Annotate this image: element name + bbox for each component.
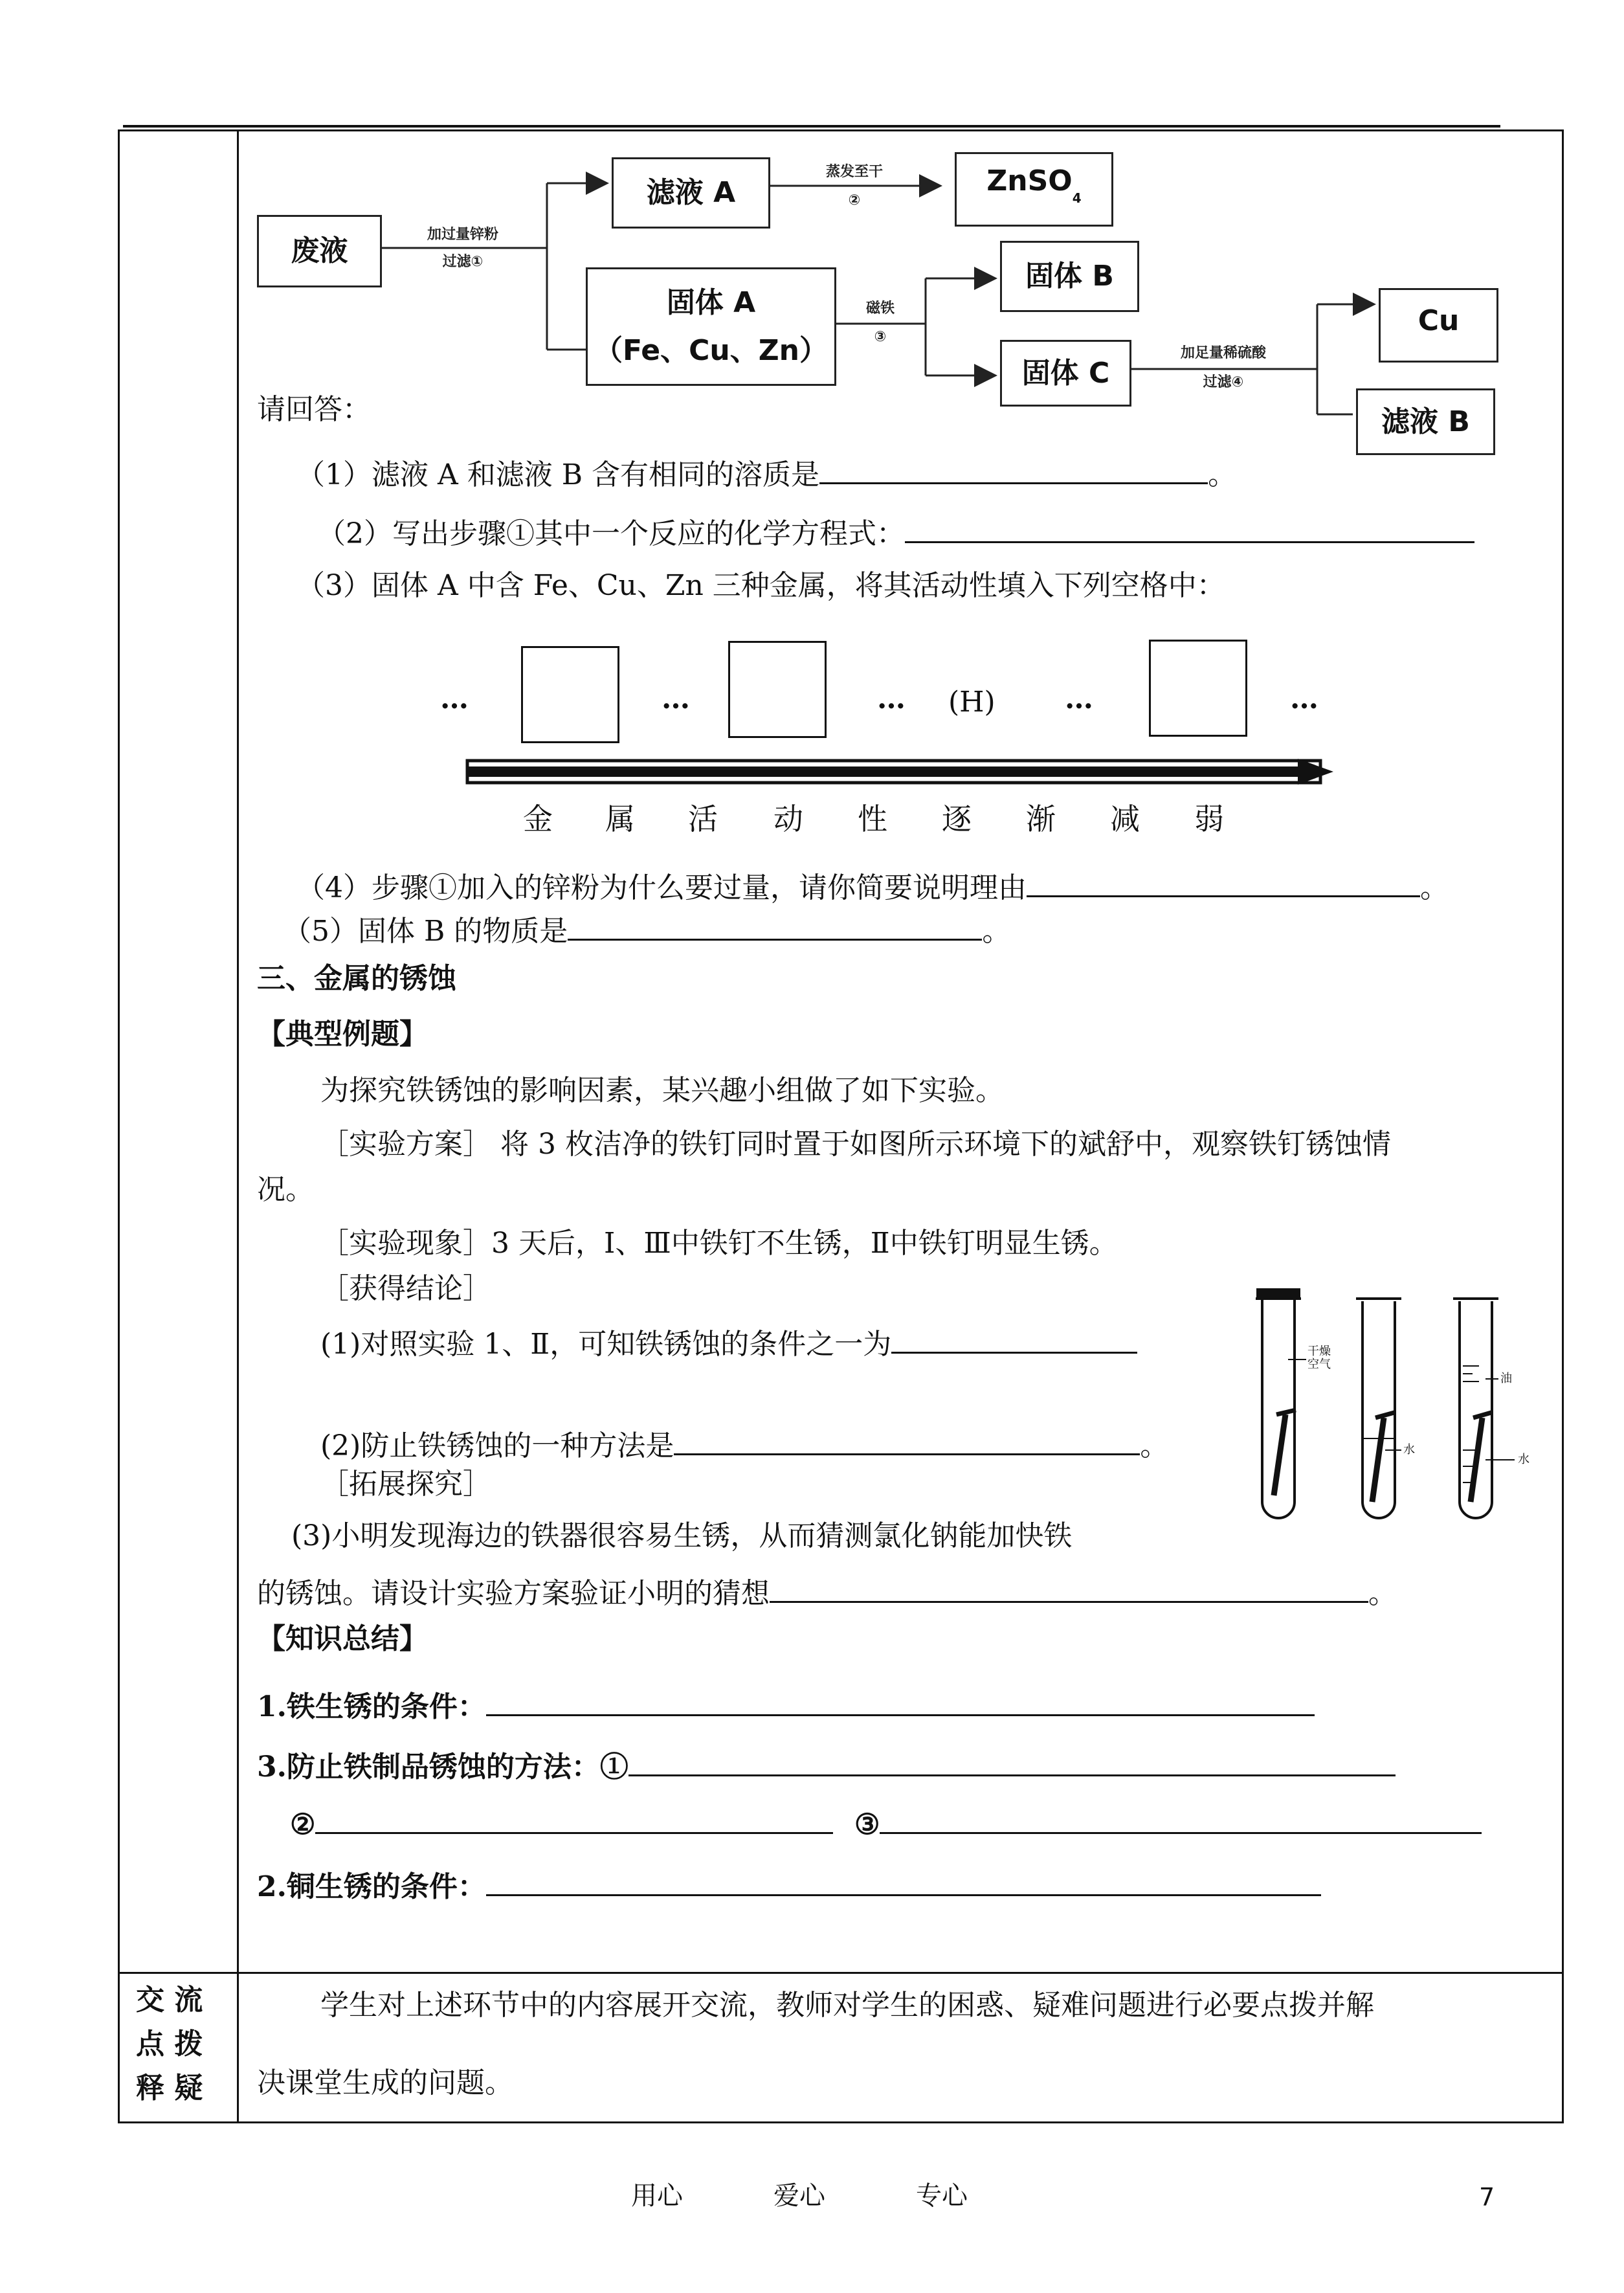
scale-dots-1: … xyxy=(440,682,469,715)
scale-caption-char: 活 xyxy=(688,801,718,836)
step3-label-bottom: ③ xyxy=(874,329,887,345)
conclusion-2: (2)防止铁锈蚀的一种方法是 。 xyxy=(320,1422,1168,1464)
scale-blank-2[interactable] xyxy=(728,641,827,738)
answer-blank-s1[interactable] xyxy=(486,1683,1315,1716)
scale-caption-char: 逐 xyxy=(942,801,972,836)
test-tubes-illustration xyxy=(1243,1288,1528,1534)
summary-item-3-cont: ③ xyxy=(854,1801,1482,1843)
solid-a-title: 固体 A xyxy=(666,285,756,319)
scale-caption-char: 性 xyxy=(858,801,887,836)
answer-blank-c2[interactable] xyxy=(674,1422,1140,1455)
waste-box: 废液 xyxy=(257,215,382,287)
conclusion-heading: ［获得结论］ xyxy=(320,1272,491,1305)
tube-label-water: 水 xyxy=(1403,1443,1415,1457)
row-label: 交 流 xyxy=(136,1984,203,2017)
exchange-text-cont: 决课堂生成的问题。 xyxy=(257,2066,513,2099)
scale-caption-char: 属 xyxy=(605,801,635,836)
answer-blank-5[interactable] xyxy=(568,908,982,941)
section-heading: 三、金属的锈蚀 xyxy=(257,962,456,995)
question-2: （2）写出步骤①其中一个反应的化学方程式： xyxy=(317,510,1474,552)
table-row-divider xyxy=(118,1972,1564,1974)
scale-dots-5: … xyxy=(1290,682,1318,715)
scale-dots-2: … xyxy=(662,682,690,715)
activity-arrow xyxy=(463,751,1343,796)
filtrate-b-box: 滤液 B xyxy=(1356,388,1495,455)
tube-label-water: 水 xyxy=(1518,1453,1529,1466)
experiment-phenomenon: ［实验现象］3 天后，Ⅰ、Ⅲ中铁钉不生锈，Ⅱ中铁钉明显生锈。 xyxy=(320,1227,1118,1260)
cu-box: Cu xyxy=(1379,288,1498,363)
scale-dots-3: … xyxy=(877,682,906,715)
scale-dots-4: … xyxy=(1065,682,1093,715)
tube-label-air: 空气 xyxy=(1307,1358,1331,1371)
row-label: 点 拨 xyxy=(136,2028,203,2061)
scale-caption-char: 弱 xyxy=(1194,801,1224,836)
summary-item-3-cont: ② xyxy=(290,1801,833,1843)
scale-caption-char: 减 xyxy=(1110,801,1140,836)
conclusion-3-cont: 的锈蚀。请设计实验方案验证小明的猜想 。 xyxy=(257,1570,1397,1612)
step4-label-top: 加足量稀硫酸 xyxy=(1180,345,1266,361)
answer-blank-s2[interactable] xyxy=(486,1863,1321,1896)
scale-caption-char: 金 xyxy=(523,801,553,836)
filtrate-a-box: 滤液 A xyxy=(612,157,770,229)
footer-motto: 用心 爱心 专心 xyxy=(631,2181,968,2211)
tube-label-oil: 油 xyxy=(1500,1372,1512,1385)
scale-blank-3[interactable] xyxy=(1149,640,1247,737)
solid-b-box: 固体 B xyxy=(1000,241,1139,312)
znso4-subscript: 4 xyxy=(1072,190,1082,206)
answer-blank-1[interactable] xyxy=(819,451,1208,484)
solid-a-box xyxy=(586,267,836,386)
step1-label-top: 加过量锌粉 xyxy=(427,227,498,243)
extension-heading: ［拓展探究］ xyxy=(320,1468,491,1501)
experiment-plan-cont: 况。 xyxy=(257,1173,314,1206)
answer-blank-c3[interactable] xyxy=(770,1570,1368,1603)
answer-blank-c1[interactable] xyxy=(891,1321,1137,1354)
step1-label-bottom: 过滤① xyxy=(442,254,484,270)
experiment-intro: 为探究铁锈蚀的影响因素，某兴趣小组做了如下实验。 xyxy=(320,1074,1004,1107)
summary-heading: 【知识总结】 xyxy=(257,1622,428,1655)
summary-item-3: 3.防止铁制品锈蚀的方法：① xyxy=(257,1743,1396,1785)
question-4: （4）步骤①加入的锌粉为什么要过量，请你简要说明理由 。 xyxy=(296,864,1449,906)
answer-blank-2[interactable] xyxy=(905,510,1474,543)
conclusion-3: (3)小明发现海边的铁器很容易生锈，从而猜测氯化钠能加快铁 xyxy=(291,1519,1073,1552)
answer-blank-s3-1[interactable] xyxy=(628,1743,1396,1776)
row-label: 释 疑 xyxy=(136,2072,203,2105)
answer-blank-s3-3[interactable] xyxy=(880,1801,1482,1834)
example-heading: 【典型例题】 xyxy=(257,1018,428,1051)
scale-caption-char: 渐 xyxy=(1026,801,1056,836)
scale-blank-1[interactable] xyxy=(521,646,619,743)
solid-a-content: （Fe、Cu、Zn） xyxy=(594,333,828,367)
exchange-text: 学生对上述环节中的内容展开交流，教师对学生的困惑、疑难问题进行必要点拨并解 xyxy=(320,1989,1374,2022)
answer-prompt: 请回答： xyxy=(257,393,371,426)
tube-label-dry: 干燥 xyxy=(1307,1345,1331,1358)
answer-blank-s3-2[interactable] xyxy=(315,1801,833,1834)
step2-label-top: 蒸发至干 xyxy=(825,164,883,180)
scale-caption-char: 动 xyxy=(773,801,803,836)
question-3: （3）固体 A 中含 Fe、Cu、Zn 三种金属，将其活动性填入下列空格中： xyxy=(296,569,1225,602)
question-5: （5）固体 B 的物质是 。 xyxy=(283,908,1010,950)
scale-hydrogen: (H) xyxy=(948,686,996,719)
summary-item-1: 1.铁生锈的条件： xyxy=(257,1683,1315,1725)
answer-blank-4[interactable] xyxy=(1027,864,1420,897)
question-1: （1）滤液 A 和滤液 B 含有相同的溶质是 。 xyxy=(296,451,1236,493)
experiment-plan: ［实验方案］ 将 3 枚洁净的铁钉同时置于如图所示环境下的斌舒中，观察铁钉锈蚀情 xyxy=(320,1128,1391,1161)
summary-item-2: 2.铜生锈的条件： xyxy=(257,1863,1321,1905)
solid-c-box: 固体 C xyxy=(1000,340,1131,407)
znso4-formula: ZnSO xyxy=(986,164,1073,197)
page-number: 7 xyxy=(1479,2183,1495,2211)
conclusion-1: (1)对照实验 1、Ⅱ，可知铁锈蚀的条件之一为 xyxy=(320,1321,1137,1363)
step4-label-bottom: 过滤④ xyxy=(1203,374,1244,390)
step2-label-bottom: ② xyxy=(848,192,861,208)
znso4-box xyxy=(955,152,1113,227)
step3-label-top: 磁铁 xyxy=(865,300,895,317)
